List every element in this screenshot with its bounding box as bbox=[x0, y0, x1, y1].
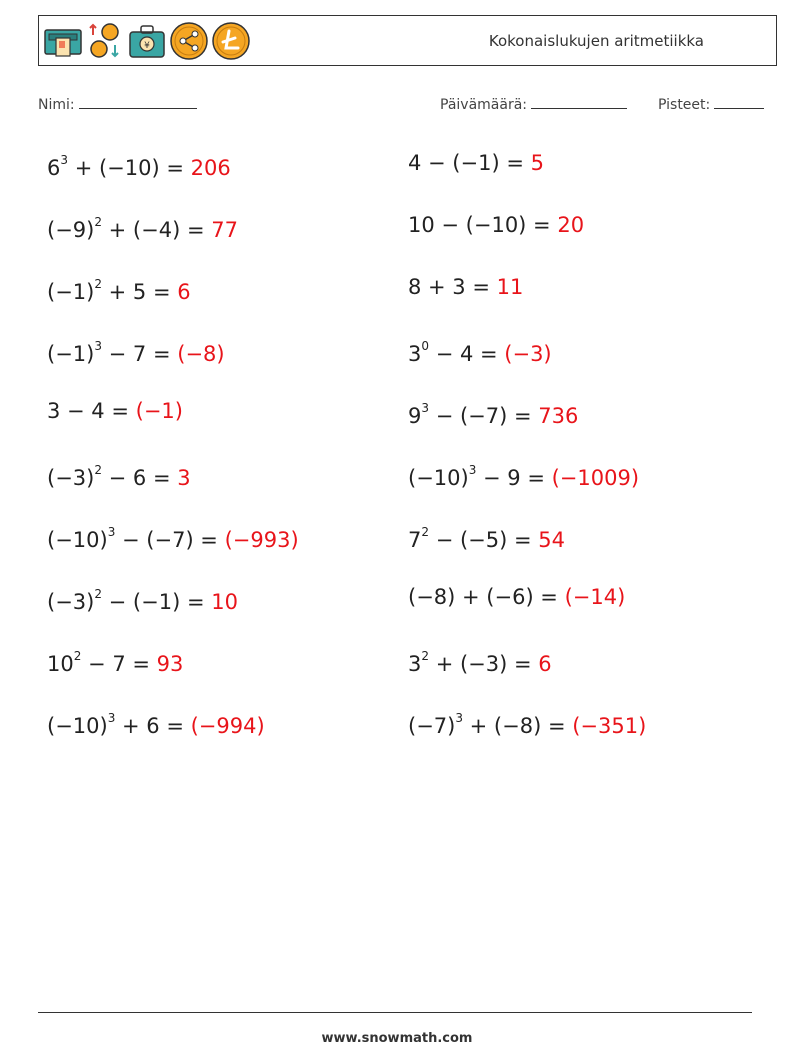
problem-base: 7 bbox=[408, 528, 422, 552]
problem-grid bbox=[47, 140, 767, 760]
problem-answer: 11 bbox=[496, 275, 524, 299]
problem-base: (−7) bbox=[408, 714, 456, 738]
problem-expression: − (−7) = bbox=[429, 404, 539, 428]
problem-answer: (−994) bbox=[190, 714, 265, 738]
problem-base: 3 bbox=[408, 652, 422, 676]
problem-answer: 6 bbox=[538, 652, 552, 676]
problem-base: 10 bbox=[47, 652, 74, 676]
problem-item bbox=[47, 202, 408, 264]
problem-exponent: 0 bbox=[421, 339, 430, 353]
problem-expression: + (−4) = bbox=[101, 218, 212, 242]
problem-expression: + 5 = bbox=[101, 280, 178, 304]
problem-answer: (−8) bbox=[177, 342, 225, 366]
problem-expression: 8 + 3 = bbox=[408, 275, 497, 299]
problem-base: (−10) bbox=[47, 714, 108, 738]
problem-answer: 5 bbox=[530, 151, 544, 175]
date-label: Päivämäärä: bbox=[440, 97, 527, 113]
problem-expression: − 7 = bbox=[101, 342, 178, 366]
footer-url: www.snowmath.com bbox=[321, 1031, 473, 1046]
problem-item bbox=[408, 388, 769, 450]
problem-base: 3 bbox=[408, 342, 422, 366]
problem-answer: 93 bbox=[156, 652, 184, 676]
problem-item bbox=[47, 140, 408, 202]
problem-answer: 54 bbox=[538, 528, 565, 552]
problem-base: (−3) bbox=[47, 466, 95, 490]
score-field bbox=[658, 94, 764, 113]
problem-answer: 20 bbox=[557, 213, 585, 237]
problem-item bbox=[47, 574, 408, 636]
problem-answer: 6 bbox=[177, 280, 191, 304]
problem-base: (−1) bbox=[47, 342, 95, 366]
problem-expression: 10 − (−10) = bbox=[408, 213, 558, 237]
svg-text:¥: ¥ bbox=[144, 41, 150, 51]
problem-exponent: 3 bbox=[468, 463, 477, 477]
problem-expression: + (−10) = bbox=[68, 156, 191, 180]
problem-base: 9 bbox=[408, 404, 422, 428]
score-blank bbox=[714, 94, 764, 109]
worksheet-header bbox=[38, 15, 777, 66]
litecoin-icon bbox=[211, 21, 251, 61]
problem-exponent: 2 bbox=[94, 463, 102, 477]
problem-item bbox=[47, 388, 408, 450]
problem-exponent: 3 bbox=[94, 339, 102, 353]
share-coin-icon bbox=[169, 21, 209, 61]
coin-exchange-icon bbox=[85, 21, 125, 61]
problem-expression: + (−3) = bbox=[429, 652, 539, 676]
problem-exponent: 3 bbox=[107, 525, 116, 539]
problem-expression: (−8) + (−6) = bbox=[408, 585, 565, 609]
problem-base: (−3) bbox=[47, 590, 95, 614]
problem-answer: 736 bbox=[538, 404, 579, 428]
problem-exponent: 3 bbox=[455, 711, 463, 725]
problem-exponent: 3 bbox=[60, 153, 69, 167]
problem-expression: − 9 = bbox=[476, 466, 552, 490]
problem-item bbox=[47, 698, 408, 760]
problem-item bbox=[408, 264, 769, 326]
problem-answer: (−3) bbox=[504, 342, 552, 366]
problem-base: 6 bbox=[47, 156, 61, 180]
problem-expression: − (−7) = bbox=[115, 528, 225, 552]
problem-answer: 10 bbox=[211, 590, 238, 614]
problem-expression: + (−8) = bbox=[462, 714, 573, 738]
problem-exponent: 2 bbox=[94, 277, 102, 291]
problem-item bbox=[408, 636, 769, 698]
problem-item bbox=[408, 450, 769, 512]
problem-answer: 3 bbox=[177, 466, 191, 490]
problem-answer: (−993) bbox=[224, 528, 299, 552]
problem-expression: + 6 = bbox=[115, 714, 191, 738]
date-field bbox=[440, 94, 627, 113]
worksheet-title: Kokonaislukujen aritmetiikka bbox=[488, 32, 704, 50]
problem-item bbox=[47, 450, 408, 512]
problem-answer: (−14) bbox=[564, 585, 626, 609]
problem-answer: (−351) bbox=[572, 714, 647, 738]
problem-expression: − 6 = bbox=[101, 466, 178, 490]
problem-item bbox=[408, 698, 769, 760]
problem-base: (−1) bbox=[47, 280, 95, 304]
name-blank bbox=[79, 94, 197, 109]
problem-expression: − (−5) = bbox=[429, 528, 539, 552]
date-blank bbox=[531, 94, 627, 109]
problem-exponent: 2 bbox=[421, 525, 430, 539]
footer-divider bbox=[38, 1012, 752, 1013]
icon-strip bbox=[43, 20, 251, 62]
problem-answer: (−1009) bbox=[551, 466, 640, 490]
problem-exponent: 2 bbox=[94, 215, 102, 229]
problem-item bbox=[47, 636, 408, 698]
problem-exponent: 2 bbox=[73, 649, 82, 663]
problem-answer: 206 bbox=[190, 156, 231, 180]
problem-exponent: 3 bbox=[107, 711, 116, 725]
problem-exponent: 3 bbox=[421, 401, 430, 415]
problem-expression: − (−1) = bbox=[101, 590, 212, 614]
problem-expression: 4 − (−1) = bbox=[408, 151, 531, 175]
problem-answer: 77 bbox=[211, 218, 238, 242]
problem-item bbox=[47, 264, 408, 326]
problem-expression: − 4 = bbox=[429, 342, 505, 366]
problem-base: (−9) bbox=[47, 218, 95, 242]
problem-item bbox=[408, 512, 769, 574]
problem-base: (−10) bbox=[47, 528, 108, 552]
problem-item bbox=[408, 140, 769, 202]
problem-item bbox=[408, 574, 769, 636]
problem-item bbox=[408, 326, 769, 388]
atm-card-icon bbox=[43, 21, 83, 61]
problem-item bbox=[408, 202, 769, 264]
problem-answer: (−1) bbox=[135, 399, 183, 423]
problem-expression: 3 − 4 = bbox=[47, 399, 136, 423]
problem-exponent: 2 bbox=[421, 649, 430, 663]
name-field bbox=[38, 94, 197, 113]
problem-base: (−10) bbox=[408, 466, 469, 490]
problem-item bbox=[47, 512, 408, 574]
score-label: Pisteet: bbox=[658, 97, 711, 113]
yen-briefcase-icon bbox=[127, 21, 167, 61]
problem-exponent: 2 bbox=[94, 587, 102, 601]
name-label: Nimi: bbox=[38, 97, 75, 113]
problem-expression: − 7 = bbox=[81, 652, 157, 676]
problem-item bbox=[47, 326, 408, 388]
